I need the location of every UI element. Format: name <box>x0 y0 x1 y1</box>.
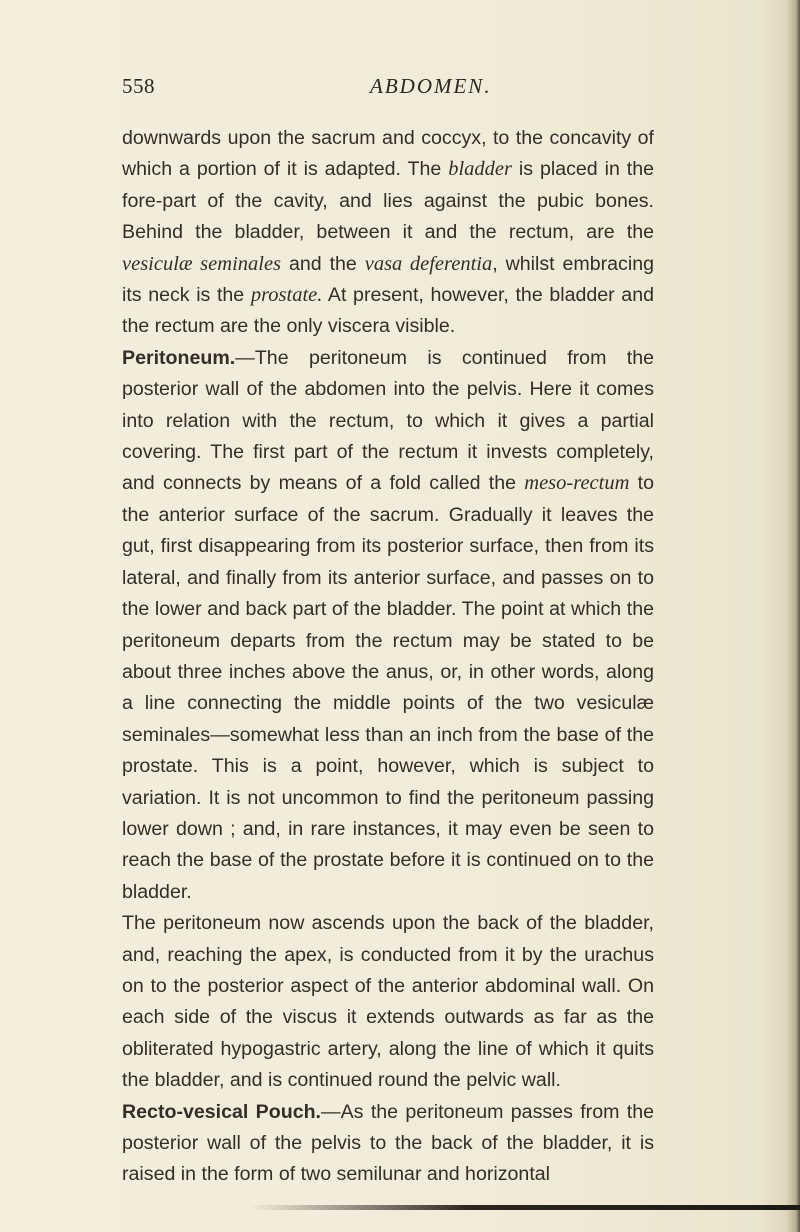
paragraph-recto-vesical-pouch <box>122 1097 654 1191</box>
paragraph-1 <box>122 123 654 343</box>
italic-term: vesiculæ seminales <box>122 252 282 275</box>
italic-term: bladder <box>448 158 512 181</box>
text-run: At present, however, the bladder and the rectum are the only viscera visible. <box>122 284 655 338</box>
page-header <box>122 74 682 104</box>
paragraph-3 <box>122 908 654 1096</box>
bottom-edge-rule <box>250 1205 800 1210</box>
italic-term: prostate. <box>250 284 323 307</box>
section-heading: Peritoneum. <box>122 346 236 369</box>
text-run: —As the peritoneum passes from the posterior wall of the pelvis to the back of the bladder, it is raised in the form of two semilunar and horizontal <box>122 1100 654 1186</box>
text-run: is placed in the fore-part of the cavity, and lies against the pubic bones. Behind the bladder, between it and the rectum, are the <box>122 158 655 244</box>
paragraph-peritoneum <box>122 343 654 908</box>
page-edge-shadow <box>786 0 800 1232</box>
italic-term: meso-rectum <box>524 472 630 495</box>
section-heading: Recto-vesical Pouch. <box>122 1100 322 1123</box>
italic-term: vasa deferentia <box>364 252 493 275</box>
running-head: ABDOMEN. <box>370 74 492 98</box>
body-text <box>122 123 654 1191</box>
text-run: The peritoneum now ascends upon the back of the bladder, and, reaching the apex, is conducted from it by the urachus on to the posterior aspect of the anterior abdominal wall. On each side of the viscus it extends outwards as far as the obliterated hypogastric artery, along the line of which it quits the bladder, and is continued round the pelvic wall. <box>122 912 654 1092</box>
text-run: to the anterior surface of the sacrum. Gradually it leaves the gut, first disappearing from its posterior surface, then from its lateral, and finally from its anterior surface, and passes on to the lower and back part of the bladder. The point at which the peritoneum departs from the rectum may be stated to be about three inches above the anus, or, in other words, along a line connecting the middle points of the two vesiculæ seminales—somewhat less than an inch from the base of the prostate. This is a point, however, which is subject to variation. It is not uncommon to find the peritoneum passing lower down ; and, in rare instances, it may even be seen to reach the base of the prostate before it is continued on to the bladder. <box>122 472 654 903</box>
text-run: —The peritoneum is continued from the posterior wall of the abdomen into the pelvis. Here it comes into relation with the rectum, to which it gives a partial covering. The first part of the rectum it invests completely, and connects by means of a fold called the <box>122 346 654 495</box>
text-run: and the <box>281 252 365 275</box>
page-number: 558 <box>122 74 155 98</box>
text-run: , whilst embracing its neck is the <box>122 252 654 307</box>
text-run: downwards upon the sacrum and coccyx, to the concavity of which a portion of it is adapted. The <box>122 127 654 181</box>
